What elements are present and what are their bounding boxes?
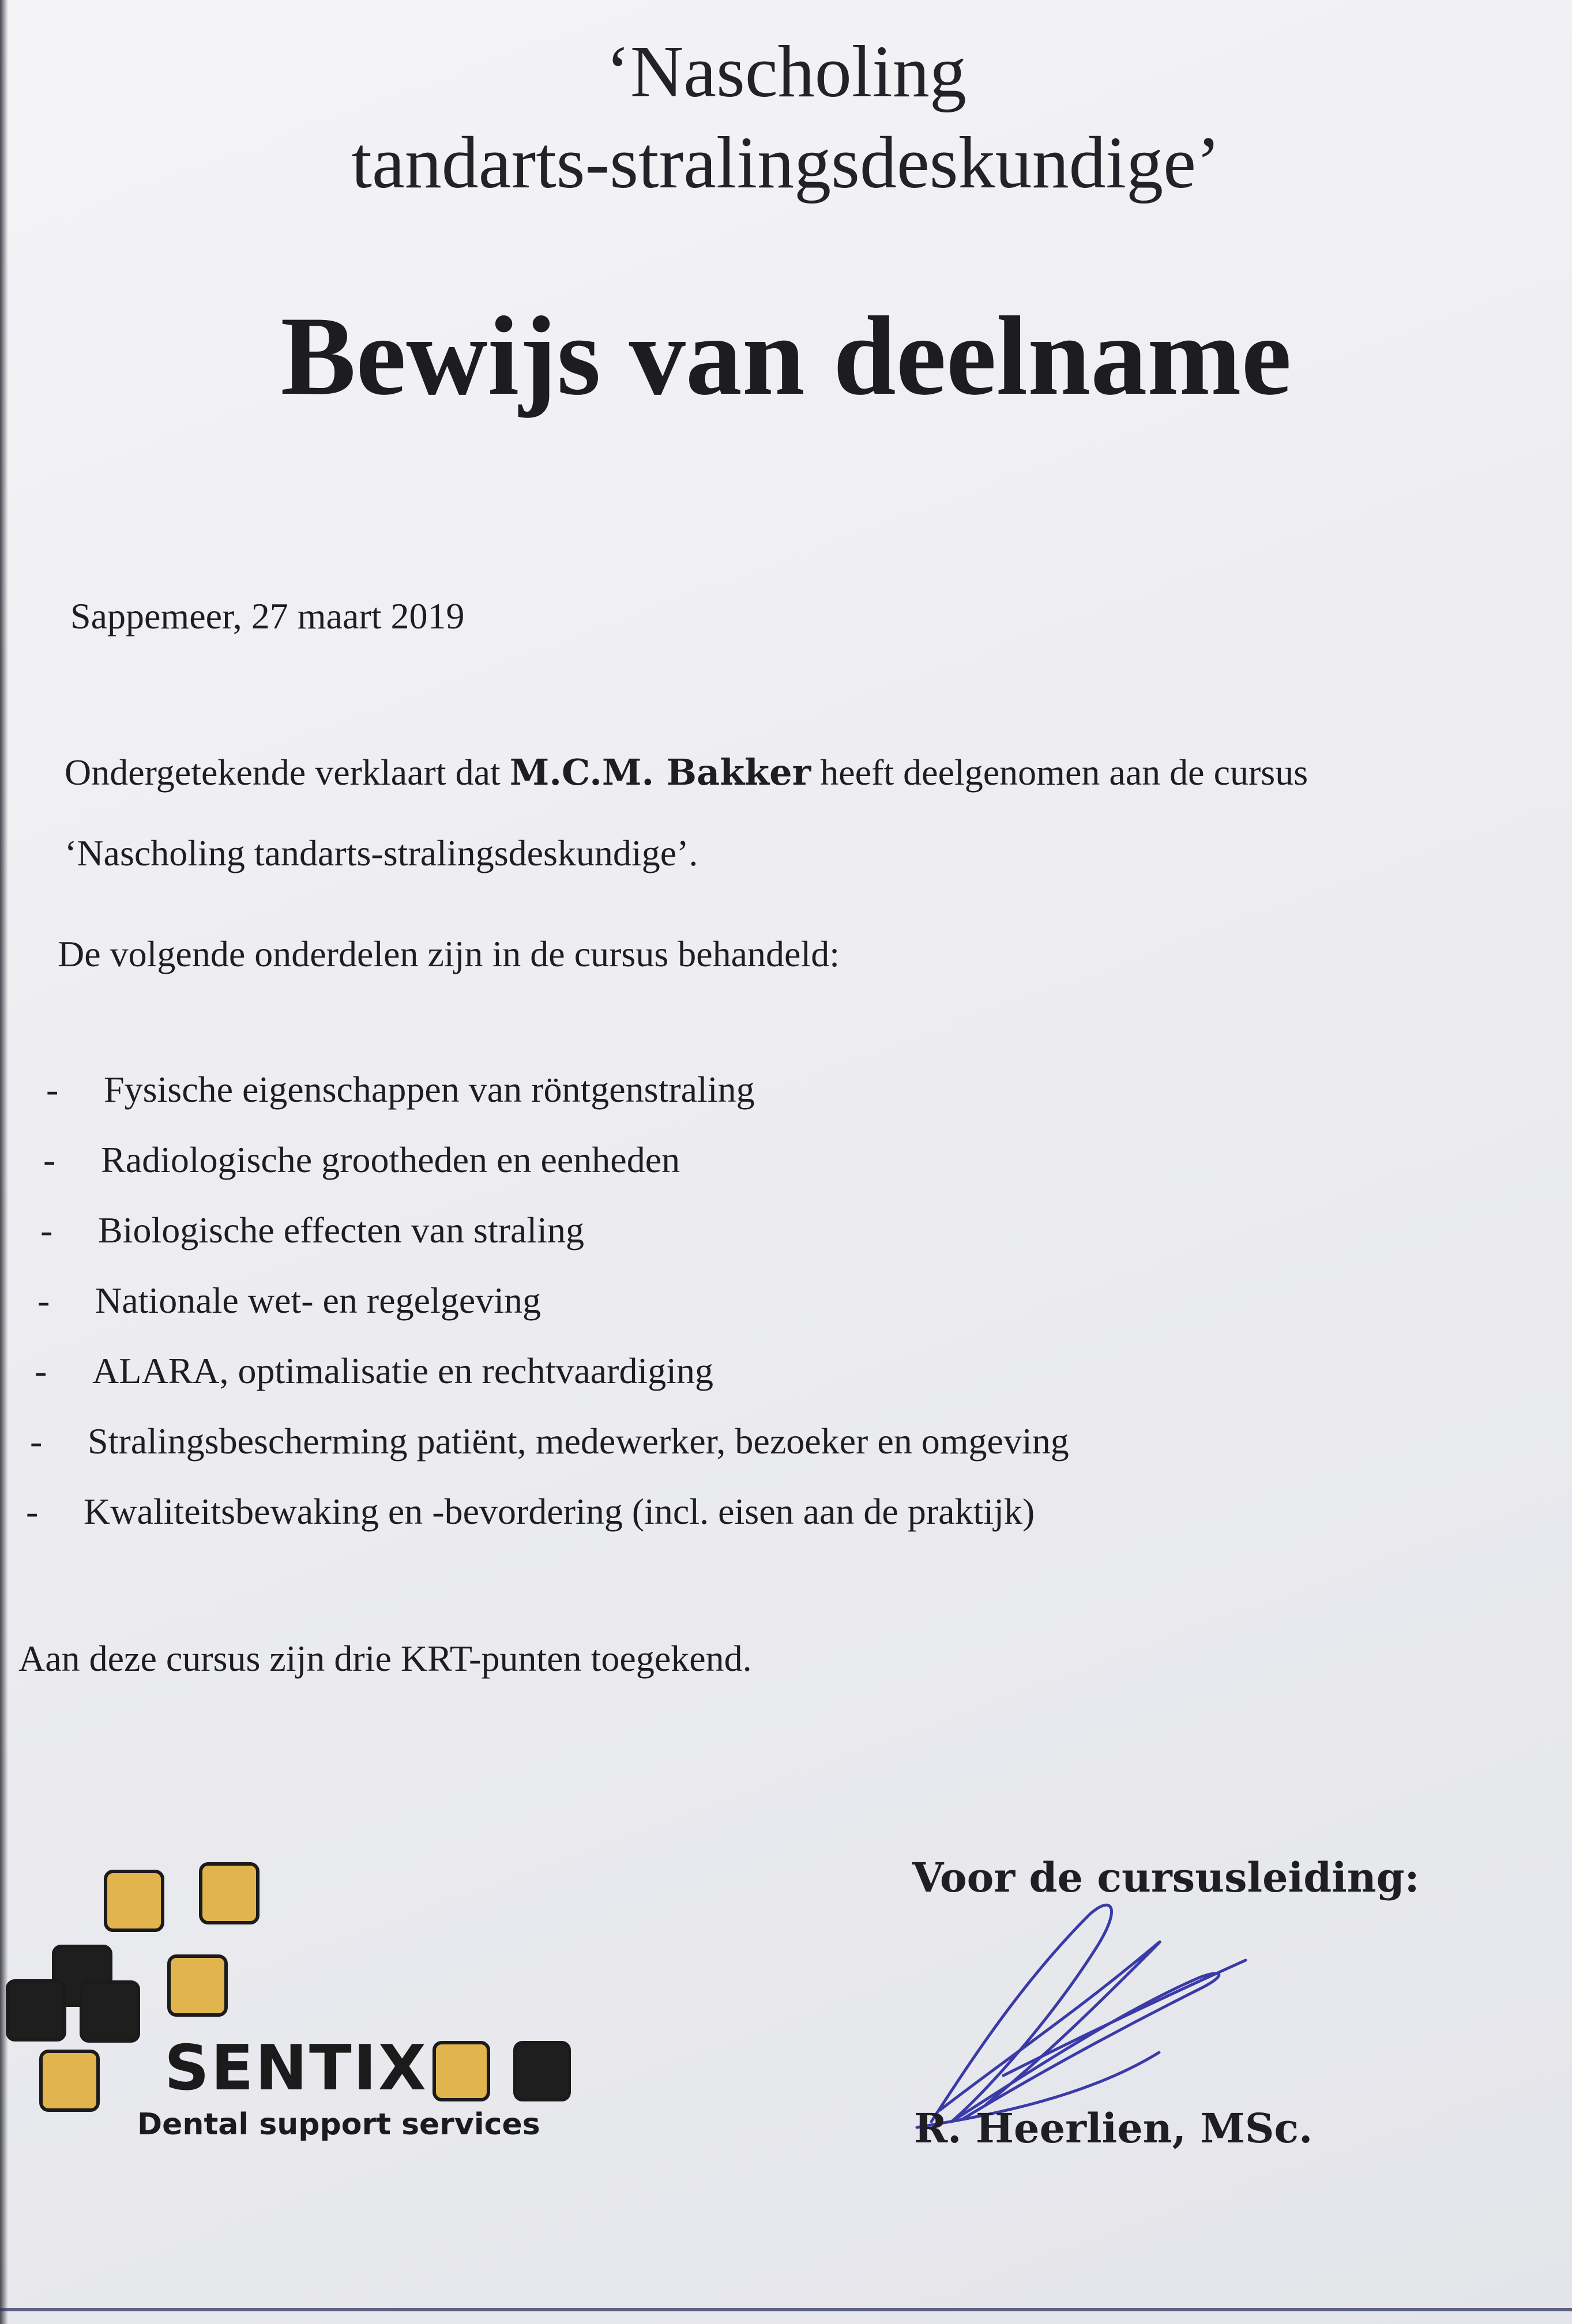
statement-suffix: heeft deelgenomen aan de cursus bbox=[820, 752, 1308, 793]
topic-text: Stralingsbescherming patiënt, medewerker, bezoeker en omgeving bbox=[88, 1421, 1069, 1462]
logo-square-gold bbox=[433, 2041, 490, 2101]
logo-square-gold bbox=[104, 1870, 164, 1932]
statement-course-name: ‘Nascholing tandarts-stralingsdeskundige’. bbox=[65, 833, 698, 873]
date-location: Sappemeer, 27 maart 2019 bbox=[70, 596, 465, 636]
logo-square-black bbox=[513, 2041, 571, 2101]
course-title bbox=[0, 26, 1572, 208]
participant-name: M.C.M. Bakker bbox=[509, 751, 811, 793]
bottom-rule bbox=[0, 2308, 1572, 2311]
logo-wordmark: SENTIX bbox=[164, 2032, 428, 2104]
topics-intro: De volgende onderdelen zijn in de cursus behandeld: bbox=[58, 933, 840, 974]
topic-text: Biologische effecten van straling bbox=[98, 1210, 584, 1250]
list-dash: - bbox=[46, 1069, 59, 1110]
logo-square-gold bbox=[199, 1862, 260, 1924]
topic-text: Fysische eigenschappen van röntgenstraling bbox=[104, 1069, 755, 1110]
topic-text: Nationale wet- en regelgeving bbox=[95, 1280, 541, 1321]
signoff-label: Voor de cursusleiding: bbox=[912, 1854, 1420, 1901]
logo-square-black bbox=[80, 1980, 140, 2043]
krt-points-statement: Aan deze cursus zijn drie KRT-punten toegekend. bbox=[18, 1638, 752, 1679]
course-title-line-2: tandarts-stralingsdeskundige’ bbox=[351, 122, 1221, 204]
topic-text: Radiologische grootheden en eenheden bbox=[101, 1139, 680, 1180]
logo-square-gold bbox=[167, 1954, 228, 2017]
list-dash: - bbox=[26, 1491, 39, 1532]
logo-tagline: Dental support services bbox=[137, 2107, 540, 2142]
signer-name: R. Heerlien, MSc. bbox=[914, 2104, 1313, 2152]
list-dash: - bbox=[30, 1421, 43, 1462]
document-title: Bewijs van deelname bbox=[280, 293, 1292, 419]
list-dash: - bbox=[35, 1350, 47, 1391]
logo-square-gold bbox=[39, 2050, 100, 2112]
list-dash: - bbox=[37, 1280, 50, 1321]
participation-statement bbox=[65, 732, 1495, 894]
statement-prefix: Ondergetekende verklaart dat bbox=[65, 752, 501, 793]
list-dash: - bbox=[40, 1210, 53, 1250]
list-dash: - bbox=[43, 1139, 56, 1180]
topic-text: ALARA, optimalisatie en rechtvaardiging bbox=[92, 1350, 714, 1391]
logo-square-black bbox=[6, 1979, 66, 2041]
topic-text: Kwaliteitsbewaking en -bevordering (incl. eisen aan de praktijk) bbox=[84, 1491, 1035, 1532]
sentix-logo bbox=[0, 1854, 588, 2153]
course-title-line-1: ‘Nascholing bbox=[606, 31, 966, 112]
